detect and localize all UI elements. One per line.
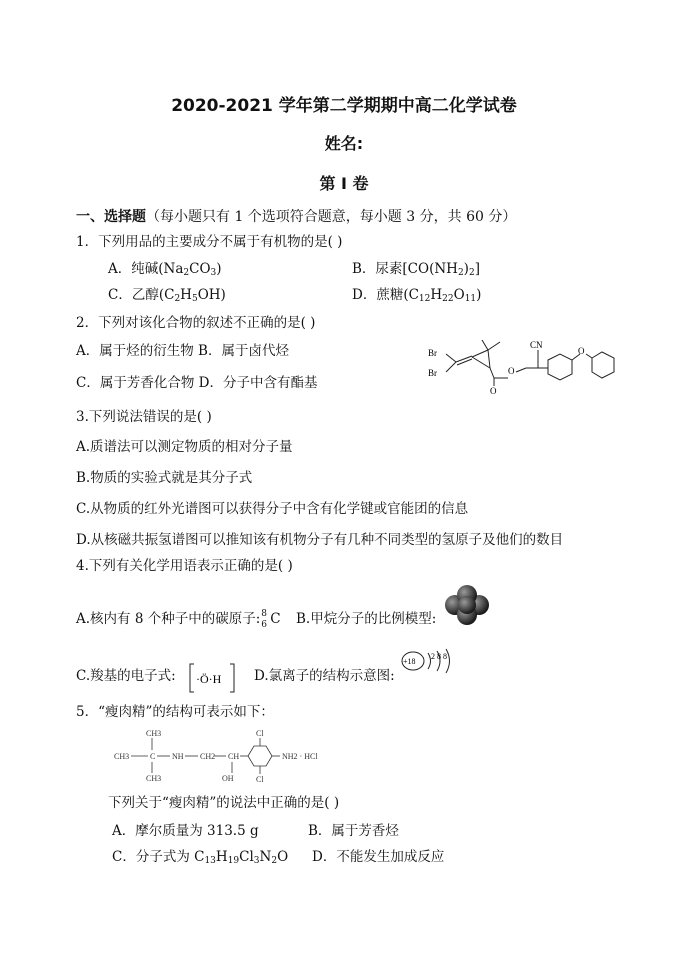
section-heading bbox=[76, 206, 516, 226]
q4-option-d: D.氯离子的结构示意图: bbox=[254, 668, 395, 684]
q2-options-cd: C．属于芳香化合物 D．分子中含有酯基 bbox=[76, 375, 318, 391]
q4-stem: 4.下列有关化学用语表示正确的是( ) bbox=[76, 558, 293, 574]
chloride-ion-structure-image bbox=[398, 646, 472, 680]
q1-stem: 1．下列用品的主要成分不属于有机物的是( ) bbox=[76, 234, 343, 250]
q5-cl-bottom: Cl bbox=[256, 775, 264, 784]
q1-option-b: B．尿素$[CO(NH_2)_2]$ bbox=[352, 261, 480, 278]
q2-cn: CN bbox=[530, 340, 543, 350]
q5-ch3-left: CH3 bbox=[114, 752, 130, 761]
q2-options-ab: A．属于烃的衍生物 B．属于卤代烃 bbox=[76, 343, 289, 359]
q2-structure-diagram bbox=[420, 332, 620, 398]
q3-option-b: B.物质的实验式就是其分子式 bbox=[76, 470, 253, 486]
q1-option-c: C．乙醇$(C_2H_5OH)$ bbox=[108, 287, 226, 304]
q3-stem: 3.下列说法错误的是( ) bbox=[76, 409, 212, 425]
q5-structure-diagram bbox=[110, 726, 340, 786]
q3-option-a: A.质谱法可以测定物质的相对分子量 bbox=[76, 439, 293, 455]
page-title: 2020-2021 学年第二学期期中高二化学试卷 bbox=[171, 96, 517, 116]
q5-option-b: B．属于芳香烃 bbox=[308, 823, 399, 839]
q4-mass-number: 8 bbox=[261, 609, 267, 619]
q1-option-d: D．蔗糖$(C_{12}H_{22}O_{11})$ bbox=[352, 287, 482, 304]
q5-c-center: C bbox=[150, 752, 156, 761]
methane-model-image bbox=[442, 584, 492, 626]
q3-option-d: D.从核磁共振氢谱图可以推知该有机物分子有几种不同类型的氢原子及他们的数目 bbox=[76, 532, 564, 548]
q5-nh2-hcl: NH2 · HCl bbox=[282, 752, 318, 761]
q4-electron-shells: 2 8 8 bbox=[431, 652, 447, 661]
q5-nh: NH bbox=[172, 752, 184, 761]
q4-option-b: B.甲烷分子的比例模型: bbox=[296, 611, 437, 627]
q4-option-a: A.核内有 8 个种子中的碳原子: 8 6 C bbox=[76, 610, 281, 628]
q3-option-c: C.从物质的红外光谱图可以获得分子中含有化学键或官能团的信息 bbox=[76, 501, 469, 517]
q2-o-ester: O bbox=[508, 366, 515, 376]
q5-stem: 5．“瘦肉精”的结构可表示如下： bbox=[76, 704, 274, 720]
q5-ch2: CH2 bbox=[200, 752, 216, 761]
q2-br-top: Br bbox=[428, 348, 437, 358]
q5-option-c: C．分子式为 $C_{13}H_{19}Cl_3N_2O$ bbox=[112, 849, 289, 866]
section-title: 一、选择题 bbox=[76, 209, 146, 225]
q5-sub-stem: 下列关于“瘦肉精”的说法中正确的是( ) bbox=[108, 795, 340, 811]
q2-o-ether: O bbox=[578, 346, 585, 356]
q2-stem: 2．下列对该化合物的叙述不正确的是( ) bbox=[76, 315, 316, 331]
name-label: 姓名: bbox=[324, 134, 364, 153]
section-instructions: （每小题只有 1 个选项符合题意，每小题 3 分，共 60 分） bbox=[146, 209, 517, 225]
q5-ch: CH bbox=[228, 752, 240, 761]
q4-electron-formula-text: ·Ö·H bbox=[196, 672, 222, 686]
q5-option-d: D．不能发生加成反应 bbox=[312, 849, 445, 865]
q4-element-symbol: C bbox=[270, 611, 281, 627]
q1-option-a: A．纯碱$(Na_2CO_3)$ bbox=[108, 261, 222, 278]
q4-atomic-number: 6 bbox=[261, 620, 267, 630]
q4-nucleus-charge: +18 bbox=[403, 657, 416, 666]
q4-option-c: C.羧基的电子式: bbox=[76, 668, 176, 684]
q2-br-bottom: Br bbox=[428, 368, 437, 378]
q5-ch3-bottom: CH3 bbox=[146, 774, 162, 783]
q5-cl-top: Cl bbox=[256, 729, 264, 738]
q5-oh: OH bbox=[222, 774, 234, 783]
carboxyl-electron-formula bbox=[186, 660, 242, 696]
q5-ch3-top: CH3 bbox=[146, 729, 162, 738]
q5-option-a: A．摩尔质量为 313.5 g bbox=[112, 823, 259, 839]
q2-o-carbonyl: O bbox=[490, 386, 497, 396]
volume-title: 第 I 卷 bbox=[319, 174, 369, 193]
